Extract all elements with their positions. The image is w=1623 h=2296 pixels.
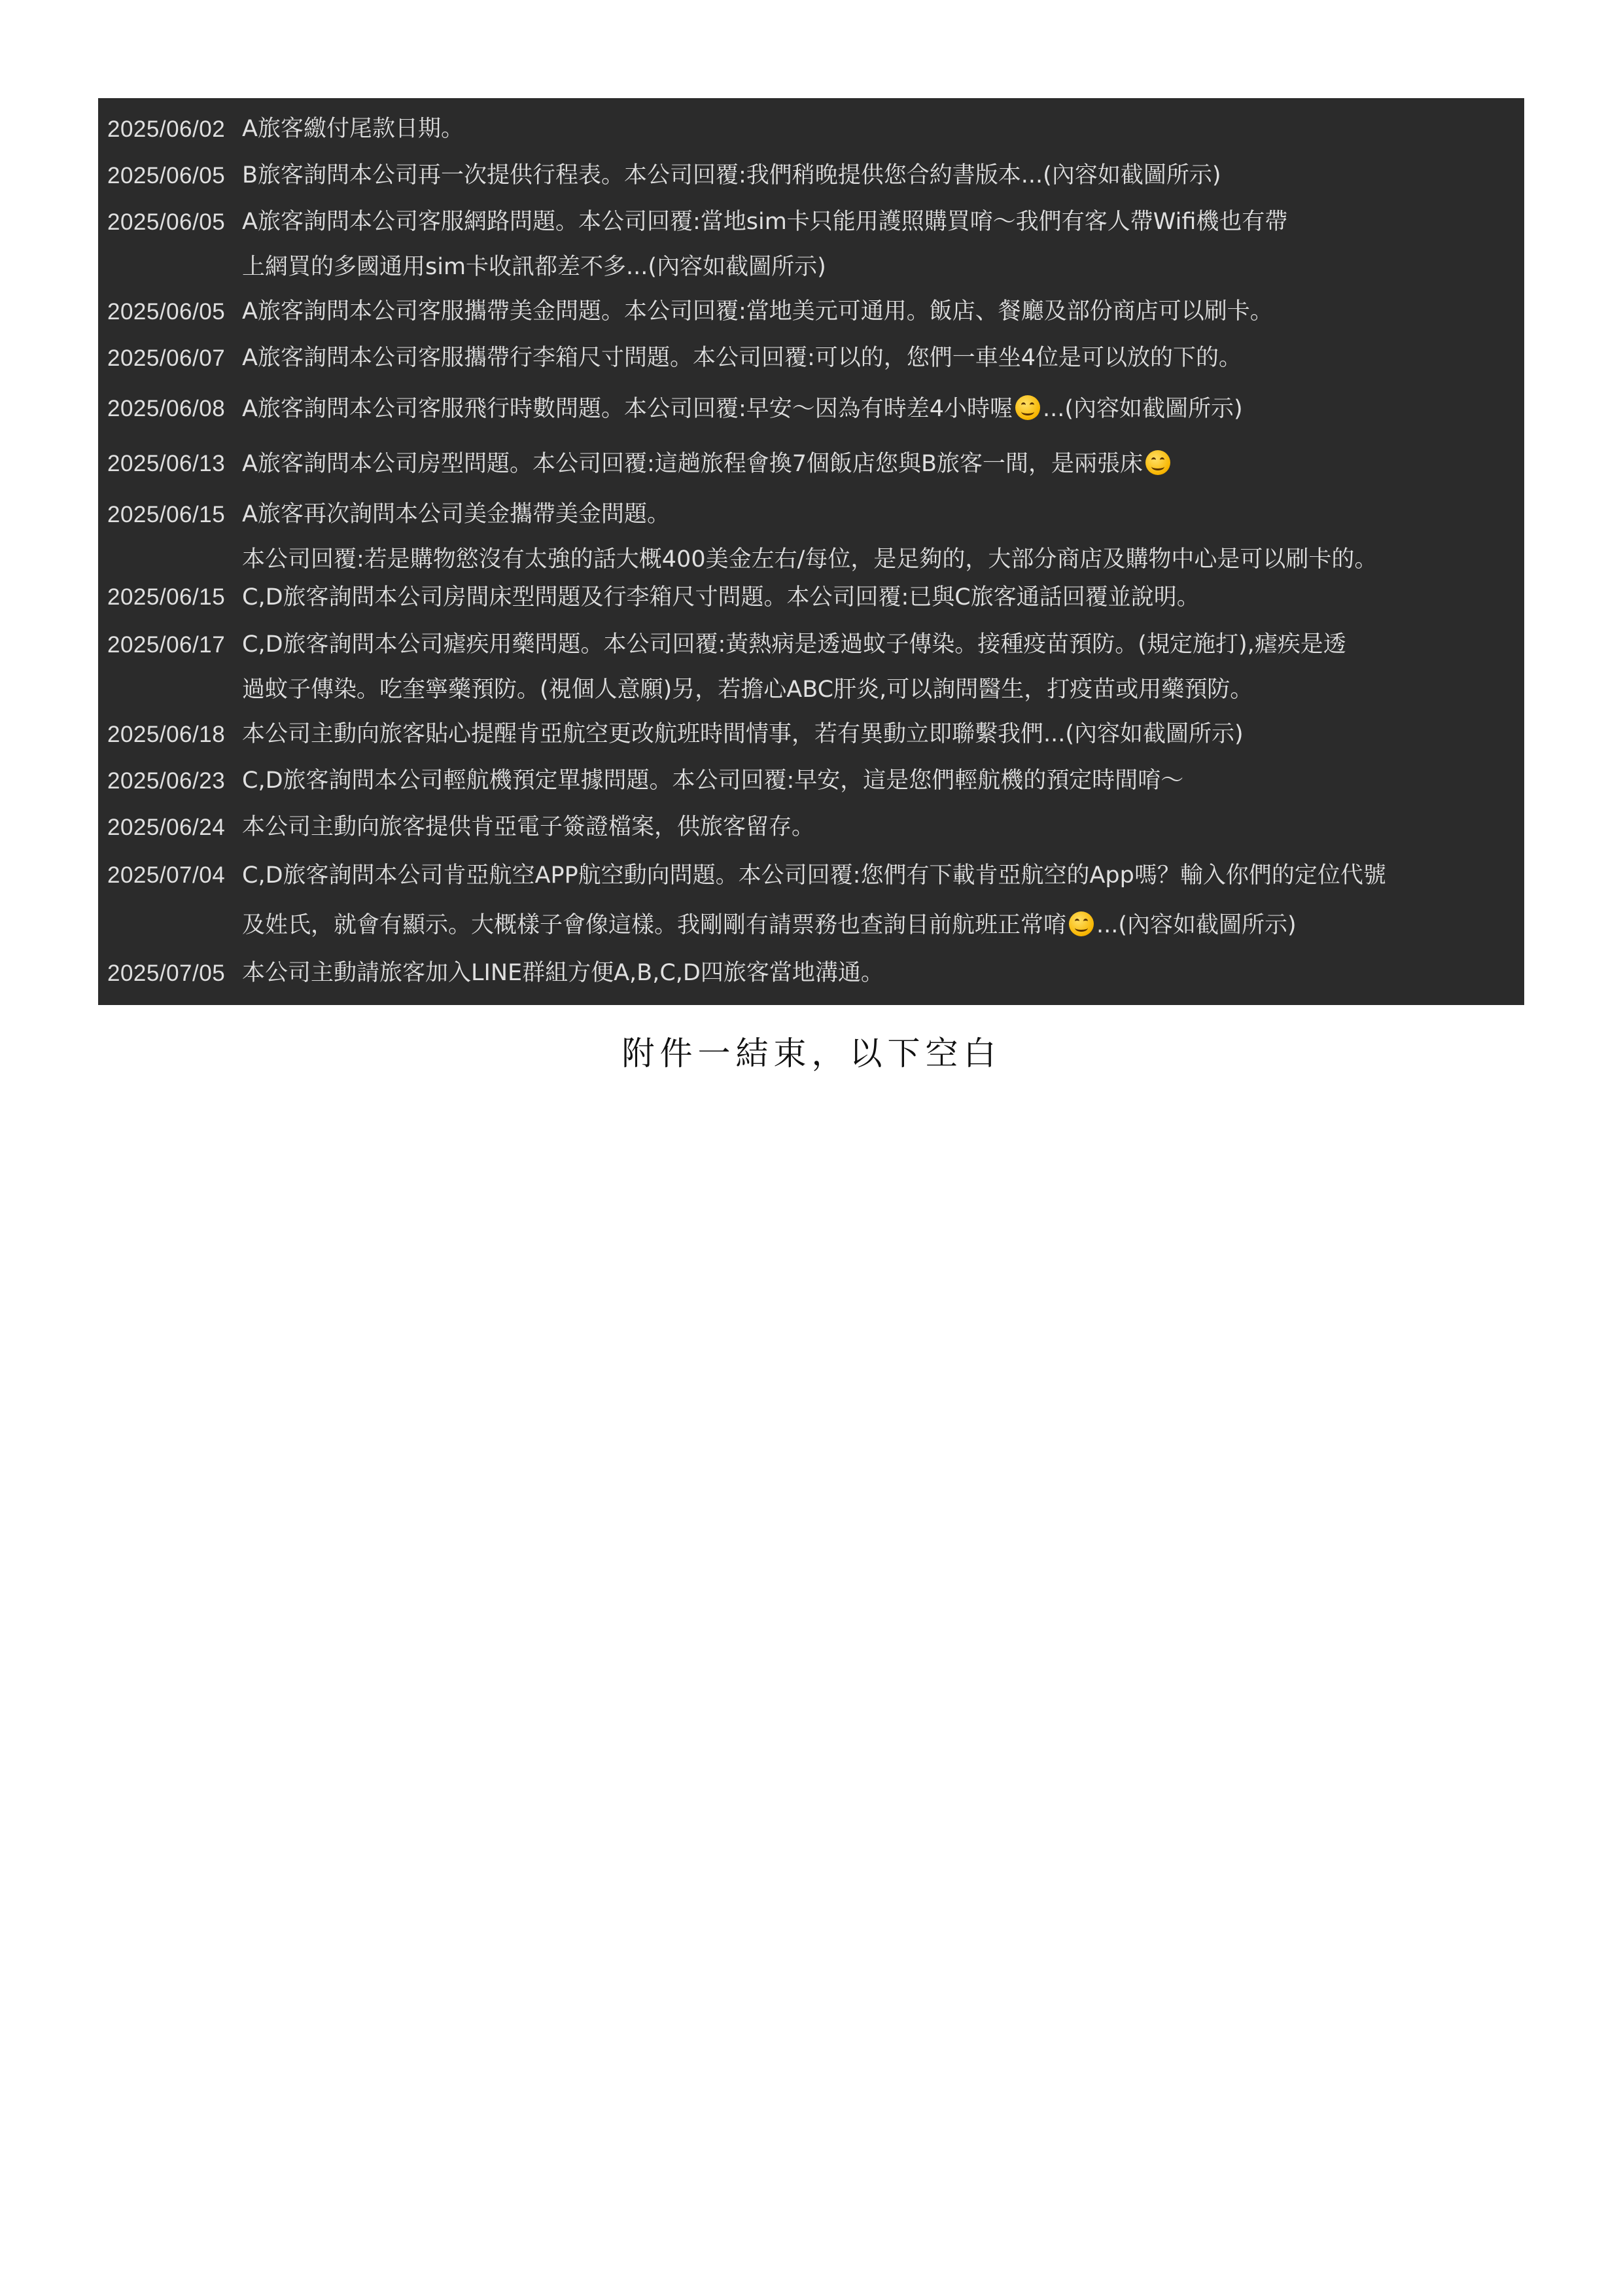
log-date: 2025/06/24	[107, 815, 226, 840]
log-entry	[98, 581, 1524, 622]
log-text: C,D旅客詢問本公司房間床型問題及行李箱尺寸問題。本公司回覆:已與C旅客通話回覆並說明。	[242, 584, 1200, 610]
log-entry	[98, 381, 1524, 436]
log-text-part: A旅客詢問本公司客服飛行時數問題。本公司回覆:早安～因為有時差4小時喔	[242, 396, 1013, 422]
smiling-face-icon	[1015, 395, 1040, 420]
log-date: 2025/06/05	[107, 163, 226, 188]
log-text: 本公司主動請旅客加入LINE群組方便A,B,C,D四旅客當地溝通。	[242, 960, 884, 986]
log-text: A旅客再次詢問本公司美金攜帶美金問題。	[242, 501, 670, 527]
log-text	[242, 381, 1243, 436]
log-date: 2025/07/05	[107, 961, 226, 986]
log-entry	[98, 804, 1524, 851]
log-text: A旅客詢問本公司客服攜帶美金問題。本公司回覆:當地美元可通用。飯店、餐廳及部份商店可以刷卡。	[242, 298, 1273, 325]
log-entry	[98, 622, 1524, 668]
log-entry	[98, 851, 1524, 900]
log-entry	[98, 152, 1524, 199]
log-date: 2025/06/15	[107, 584, 226, 610]
log-date: 2025/06/13	[107, 451, 226, 476]
log-text: C,D旅客詢問本公司瘧疾用藥問題。本公司回覆:黃熱病是透過蚊子傳染。接種疫苗預防。(規定施打),瘧疾是透	[242, 631, 1346, 658]
log-entry-continuation	[98, 900, 1524, 950]
log-text: B旅客詢問本公司再一次提供行程表。本公司回覆:我們稍晚提供您合約書版本...(內容如截圖所示)	[242, 162, 1221, 188]
end-of-attachment-note: 附件一結束，以下空白	[621, 1034, 1002, 1072]
smiling-face-icon	[1145, 450, 1170, 475]
log-text	[242, 436, 1173, 491]
log-entry	[98, 335, 1524, 381]
log-entry	[98, 289, 1524, 335]
log-entry-continuation	[98, 668, 1524, 711]
log-date: 2025/06/08	[107, 396, 226, 421]
conversation-log-screenshot	[98, 98, 1524, 1005]
log-entry	[98, 436, 1524, 491]
log-date: 2025/06/05	[107, 209, 226, 235]
log-entry-continuation	[98, 538, 1524, 581]
log-date: 2025/06/23	[107, 768, 226, 794]
log-text-part: A旅客詢問本公司房型問題。本公司回覆:這趟旅程會換7個飯店您與B旅客一間，是兩張床	[242, 451, 1143, 477]
log-text: 本公司主動向旅客貼心提醒肯亞航空更改航班時間情事，若有異動立即聯繫我們...(內容如截圖所示)	[242, 721, 1244, 747]
log-entry	[98, 711, 1524, 758]
log-entry	[98, 491, 1524, 538]
log-text: 上網買的多國通用sim卡收訊都差不多...(內容如截圖所示)	[242, 254, 826, 280]
log-date: 2025/07/04	[107, 862, 226, 888]
log-text: C,D旅客詢問本公司肯亞航空APP航空動向問題。本公司回覆:您們有下載肯亞航空的App嗎？輸入你們的定位代號	[242, 862, 1386, 889]
log-entry-continuation	[98, 245, 1524, 289]
log-text: A旅客繳付尾款日期。	[242, 116, 464, 142]
log-text: A旅客詢問本公司客服攜帶行李箱尺寸問題。本公司回覆:可以的，您們一車坐4位是可以放的下的。	[242, 345, 1242, 371]
log-date: 2025/06/07	[107, 345, 226, 371]
log-entry	[98, 106, 1524, 152]
log-date: 2025/06/18	[107, 722, 226, 747]
log-entry	[98, 199, 1524, 245]
log-text	[242, 900, 1297, 950]
log-date: 2025/06/05	[107, 299, 226, 325]
log-entry	[98, 758, 1524, 804]
log-date: 2025/06/02	[107, 116, 226, 142]
log-text: C,D旅客詢問本公司輕航機預定單據問題。本公司回覆:早安，這是您們輕航機的預定時間唷～	[242, 768, 1184, 794]
log-date: 2025/06/17	[107, 632, 226, 658]
log-text: A旅客詢問本公司客服網路問題。本公司回覆:當地sim卡只能用護照購買唷～我們有客人帶Wifi機也有帶	[242, 209, 1288, 235]
log-text: 過蚊子傳染。吃奎寧藥預防。(視個人意願)另，若擔心ABC肝炎,可以詢問醫生，打疫苗或用藥預防。	[242, 677, 1253, 703]
log-text-part: ...(內容如截圖所示)	[1096, 912, 1297, 938]
log-entry	[98, 950, 1524, 997]
log-text: 本公司主動向旅客提供肯亞電子簽證檔案，供旅客留存。	[242, 814, 815, 840]
log-text-part: 及姓氏，就會有顯示。大概樣子會像這樣。我剛剛有請票務也查詢目前航班正常唷	[242, 912, 1067, 938]
smiling-face-icon	[1069, 911, 1094, 936]
log-text: 本公司回覆:若是購物慾沒有太強的話大概400美金左右/每位，是足夠的，大部分商店及購物中心是可以刷卡的。	[242, 546, 1378, 573]
log-date: 2025/06/15	[107, 502, 226, 527]
log-text-part: ...(內容如截圖所示)	[1043, 396, 1243, 422]
